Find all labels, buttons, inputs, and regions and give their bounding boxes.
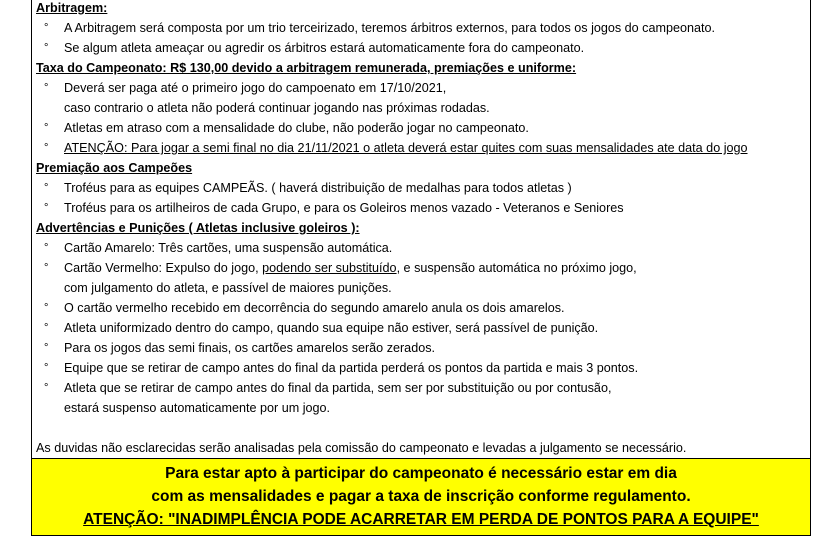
bullet-icon: ° (44, 182, 49, 194)
bullet-icon: ° (44, 242, 49, 254)
advertencias-item-5: Para os jogos das semi finais, os cartões amarelos serão zerados. (64, 341, 435, 355)
bullet-icon: ° (44, 202, 49, 214)
advertencias-item-7-line-1: Atleta que se retirar de campo antes do final da partida, sem ser por substituição ou por contusão, (64, 381, 612, 395)
notice-line-1: Para estar apto à participar do campeonato é necessário estar em dia (165, 465, 677, 482)
taxa-item-3 (64, 140, 748, 156)
notice-line-3: ATENÇÃO: "INADIMPLÊNCIA PODE ACARRETAR EM PERDA DE PONTOS PARA A EQUIPE" (83, 511, 759, 528)
arbitragem-heading: Arbitragem: (36, 1, 108, 15)
arbitragem-item-1: A Arbitragem será composta por um trio terceirizado, teremos árbitros externos, para todos os jogos do campeonato. (64, 21, 716, 35)
bullet-icon: ° (44, 142, 49, 154)
premiacao-item-1: Troféus para as equipes CAMPEÃS. ( haverá distribuição de medalhas para todos atletas ) (64, 181, 572, 195)
advertencias-item-7-line-2: estará suspenso automaticamente por um jogo. (64, 401, 331, 415)
advertencias-item-2-part-3: , e suspensão automática no próximo jogo, (396, 261, 637, 275)
advertencias-item-2-underlined: podendo ser substituído (262, 261, 397, 275)
bullet-icon: ° (44, 82, 49, 94)
bullet-icon: ° (44, 322, 49, 334)
atencao-label: ATENÇÃO: (64, 141, 128, 155)
bullet-icon: ° (44, 382, 49, 394)
arbitragem-item-2: Se algum atleta ameaçar ou agredir os árbitros estará automaticamente fora do campeonato. (64, 41, 585, 55)
advertencias-item-4: Atleta uniformizado dentro do campo, quando sua equipe não estiver, será passível de punição. (64, 321, 599, 335)
taxa-item-1-line-1: Deverá ser paga até o primeiro jogo do campoenato em 17/10/2021, (64, 81, 447, 95)
bullet-icon: ° (44, 342, 49, 354)
bullet-icon: ° (44, 302, 49, 314)
bullet-icon: ° (44, 22, 49, 34)
notice-line-2: com as mensalidades e pagar a taxa de inscrição conforme regulamento. (151, 488, 691, 505)
advertencias-item-2 (64, 260, 637, 276)
advertencias-item-2-line-2: com julgamento do atleta, e passível de maiores punições. (64, 281, 392, 295)
bullet-icon: ° (44, 262, 49, 274)
advertencias-item-1: Cartão Amarelo: Três cartões, uma suspensão automática. (64, 241, 393, 255)
notice-box (31, 458, 811, 536)
bullet-icon: ° (44, 42, 49, 54)
advertencias-item-6: Equipe que se retirar de campo antes do final da partida perderá os pontos da partida e mais 3 pontos. (64, 361, 639, 375)
taxa-heading: Taxa do Campeonato: R$ 130,00 devido a arbitragem remunerada, premiações e uniforme: (36, 61, 577, 75)
advertencias-heading: Advertências e Punições ( Atletas inclusive goleiros ): (36, 221, 360, 235)
taxa-item-2: Atletas em atraso com a mensalidade do clube, não poderão jogar no campeonato. (64, 121, 529, 135)
premiacao-heading: Premiação aos Campeões (36, 161, 193, 175)
advertencias-item-3: O cartão vermelho recebido em decorrência do segundo amarelo anula os dois amarelos. (64, 301, 565, 315)
taxa-item-3-text: Para jogar a semi final no dia 21/11/2021 o atleta deverá estar quites com suas mensalidades ate data do jogo (127, 141, 748, 155)
taxa-item-1-line-2: caso contrario o atleta não poderá continuar jogando nas próximas rodadas. (64, 101, 490, 115)
premiacao-item-2: Troféus para os artilheiros de cada Grupo, e para os Goleiros menos vazado - Veteranos e Seniores (64, 201, 624, 215)
advertencias-item-2-part-1: Cartão Vermelho: Expulso do jogo, (64, 261, 263, 275)
bullet-icon: ° (44, 122, 49, 134)
bullet-icon: ° (44, 362, 49, 374)
duvidas-note: As duvidas não esclarecidas serão analisadas pela comissão do campeonato e levadas a julgamento se necessário. (36, 441, 687, 455)
